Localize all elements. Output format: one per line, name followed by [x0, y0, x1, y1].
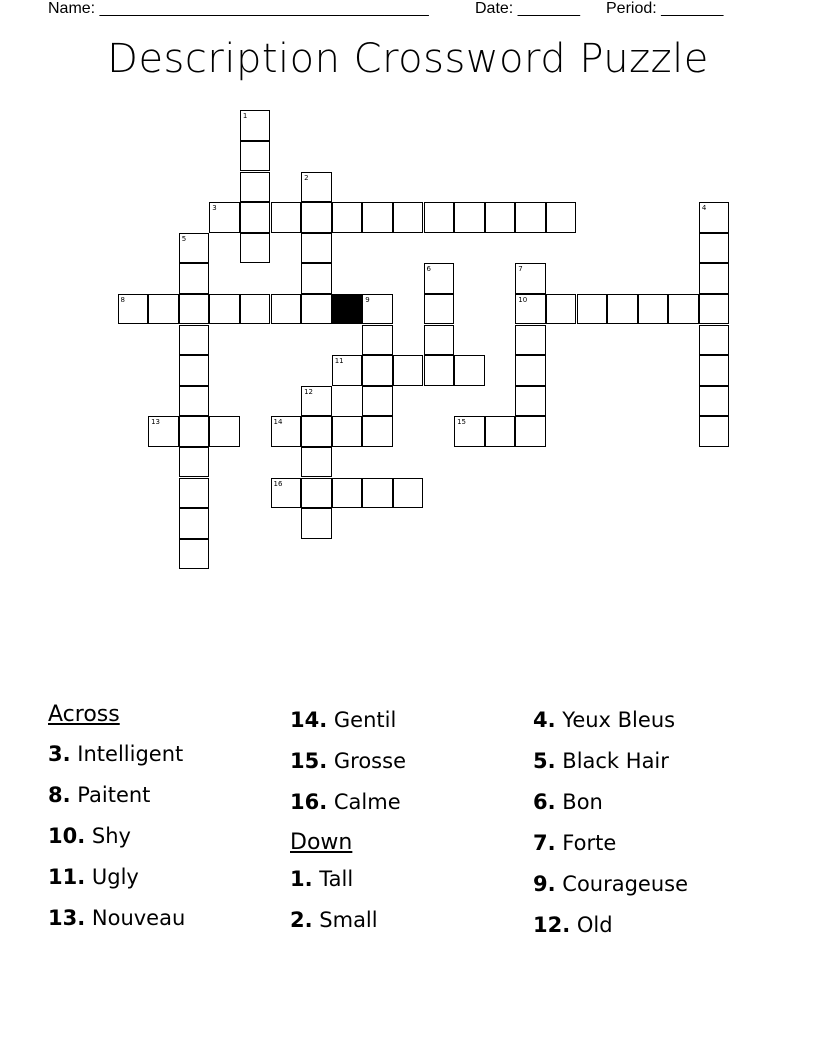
grid-cell[interactable] [393, 355, 424, 386]
clue-number-label: 14 [273, 418, 283, 427]
grid-cell[interactable] [301, 478, 332, 509]
clue-down-7: 7. Forte [533, 831, 617, 855]
clue-number-label: 8 [120, 295, 125, 304]
grid-cell[interactable] [424, 294, 455, 325]
grid-cell[interactable] [362, 355, 393, 386]
clue-down-12: 12. Old [533, 913, 613, 937]
page-title: Description Crossword Puzzle [107, 36, 709, 82]
grid-cell[interactable] [454, 355, 485, 386]
grid-cell[interactable] [393, 478, 424, 509]
grid-cell[interactable] [515, 386, 546, 417]
grid-cell[interactable] [515, 325, 546, 356]
grid-cell[interactable] [515, 355, 546, 386]
grid-cell[interactable] [332, 478, 363, 509]
clue-number-label: 5 [181, 234, 187, 243]
grid-cell[interactable] [515, 202, 546, 233]
clue-number-label: 1 [242, 112, 248, 121]
clue-number-label: 10 [518, 295, 528, 304]
grid-cell[interactable] [332, 202, 363, 233]
grid-cell[interactable] [699, 233, 730, 264]
grid-cell[interactable] [240, 294, 271, 325]
clue-number-label: 15 [457, 418, 467, 427]
grid-cell[interactable] [240, 172, 271, 203]
clue-number-label: 7 [518, 265, 523, 274]
grid-cell[interactable] [362, 325, 393, 356]
grid-cell[interactable] [209, 416, 240, 447]
grid-cell[interactable] [362, 416, 393, 447]
clue-down-9: 9. Courageuse [533, 872, 689, 896]
grid-cell[interactable] [148, 294, 179, 325]
clue-down-5: 5. Black Hair [533, 749, 669, 773]
grid-cell[interactable] [179, 386, 210, 417]
grid-cell[interactable] [424, 325, 455, 356]
clue-across-8: 8. Paitent [48, 783, 151, 807]
grid-cell[interactable] [577, 294, 608, 325]
clue-number-label: 9 [365, 295, 370, 304]
grid-cell[interactable] [301, 263, 332, 294]
grid-cell[interactable] [271, 202, 302, 233]
grid-cell[interactable] [515, 416, 546, 447]
clue-down-4: 4. Yeux Bleus [533, 708, 676, 732]
grid-cell[interactable] [699, 294, 730, 325]
grid-cell[interactable] [668, 294, 699, 325]
grid-cell[interactable] [301, 447, 332, 478]
grid-cell[interactable] [699, 416, 730, 447]
grid-cell[interactable] [179, 478, 210, 509]
name-field-label[interactable]: Name: _____________________________________ [48, 0, 429, 17]
clue-down-2: 2. Small [290, 908, 378, 932]
down-clues [533, 705, 688, 951]
clue-down-1: 1. Tall [290, 867, 354, 891]
grid-cell[interactable] [362, 478, 393, 509]
grid-cell[interactable] [179, 508, 210, 539]
grid-cell[interactable] [638, 294, 669, 325]
grid-cell[interactable] [699, 386, 730, 417]
period-field-label[interactable]: Period: _______ [606, 0, 724, 17]
grid-cell[interactable] [240, 202, 271, 233]
grid-cell[interactable] [362, 386, 393, 417]
grid-cell[interactable] [699, 325, 730, 356]
clue-across-14: 14. Gentil [290, 708, 397, 732]
grid-cell[interactable] [607, 294, 638, 325]
grid-cell[interactable] [179, 539, 210, 570]
grid-cell[interactable] [332, 416, 363, 447]
grid-cell[interactable] [301, 416, 332, 447]
clue-across-13: 13. Nouveau [48, 906, 186, 930]
grid-cell[interactable] [424, 202, 455, 233]
grid-cell[interactable] [301, 202, 332, 233]
clue-number-label: 2 [304, 173, 309, 182]
grid-cell[interactable] [485, 202, 516, 233]
clue-number-label: 11 [334, 357, 344, 366]
clue-number-label: 12 [304, 387, 314, 396]
date-field-label[interactable]: Date: _______ [475, 0, 580, 17]
across-clues [48, 700, 185, 944]
clue-number-label: 3 [212, 204, 217, 213]
grid-cell[interactable] [699, 263, 730, 294]
grid-cell[interactable] [240, 233, 271, 264]
grid-cell[interactable] [179, 355, 210, 386]
grid-cell[interactable] [179, 325, 210, 356]
clue-across-3: 3. Intelligent [48, 742, 184, 766]
grid-cell[interactable] [546, 294, 577, 325]
clue-number-label: 16 [273, 479, 283, 488]
grid-cell[interactable] [301, 508, 332, 539]
grid-cell[interactable] [546, 202, 577, 233]
across-down-clues [290, 705, 406, 946]
clue-down-6: 6. Bon [533, 790, 603, 814]
grid-cell[interactable] [240, 141, 271, 172]
clue-number-label: 6 [426, 265, 431, 274]
grid-cell[interactable] [179, 447, 210, 478]
clue-number-label: 13 [151, 418, 161, 427]
grid-cell[interactable] [301, 233, 332, 264]
grid-cell[interactable] [179, 294, 210, 325]
grid-cell[interactable] [485, 416, 516, 447]
grid-cell[interactable] [424, 355, 455, 386]
grid-cell[interactable] [301, 294, 332, 325]
grid-cell[interactable] [393, 202, 424, 233]
grid-cell[interactable] [179, 416, 210, 447]
down-heading: Down [290, 830, 353, 855]
grid-cell[interactable] [699, 355, 730, 386]
clue-across-11: 11. Ugly [48, 865, 139, 889]
clue-across-15: 15. Grosse [290, 749, 406, 773]
black-square [332, 294, 363, 325]
clue-number-label: 4 [701, 204, 707, 213]
grid-cell[interactable] [362, 202, 393, 233]
grid-cell[interactable] [271, 294, 302, 325]
grid-cell[interactable] [209, 294, 240, 325]
clue-across-16: 16. Calme [290, 790, 401, 814]
grid-cell[interactable] [179, 263, 210, 294]
across-heading: Across [48, 702, 120, 727]
clue-across-10: 10. Shy [48, 824, 131, 848]
grid-cell[interactable] [454, 202, 485, 233]
